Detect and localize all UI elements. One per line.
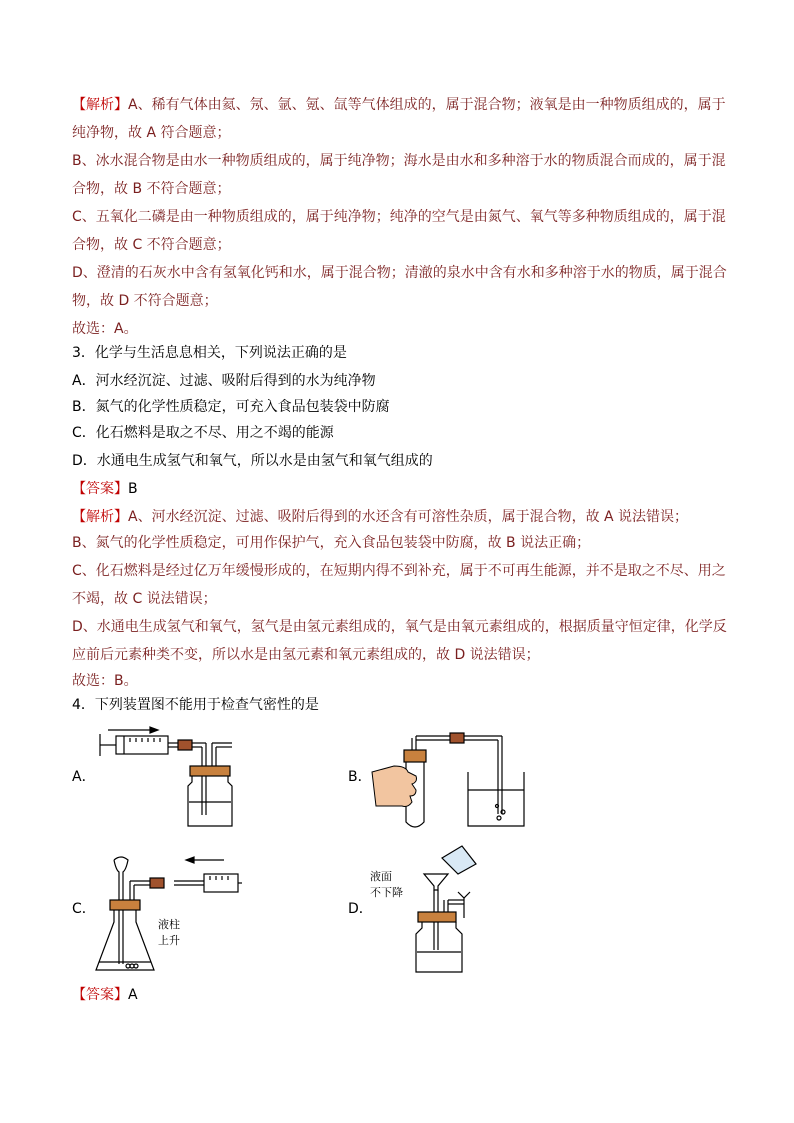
option-d: D．水通电生成氢气和氧气，所以水是由氢气和氧气组成的	[72, 453, 433, 469]
analysis-tag: 【解析】	[72, 509, 128, 525]
analysis-line: C、化石燃料是经过亿万年缓慢形成的，在短期内得不到补充，属于不可再生能源，并不是取之不尽、用之	[72, 563, 726, 579]
c-note-1: 液柱	[158, 918, 180, 931]
analysis-line: 合物，故 B 不符合题意；	[72, 181, 231, 197]
c-note-2: 上升	[158, 934, 180, 947]
question-stem: 3．化学与生活息息相关，下列说法正确的是	[72, 345, 347, 361]
analysis-line: 不竭，故 C 说法错误；	[72, 591, 217, 607]
analysis-line: D、澄清的石灰水中含有氢氧化钙和水，属于混合物；清澈的泉水中含有水和多种溶于水的物质，属于混合	[72, 265, 727, 281]
answer-tag: 【答案】	[72, 987, 128, 1003]
apparatus-d-diagram	[368, 838, 528, 978]
option-a: A．河水经沉淀、过滤、吸附后得到的水为纯净物	[72, 373, 376, 389]
analysis-line: 【解析】A、河水经沉淀、过滤、吸附后得到的水还含有可溶性杂质，属于混合物，故 A 说法错误；	[72, 509, 689, 525]
choice-line: 故选：A。	[72, 321, 138, 337]
analysis-line: 纯净物，故 A 符合题意；	[72, 125, 231, 141]
analysis-line: 合物，故 C 不符合题意；	[72, 237, 231, 253]
answer-tag: 【答案】	[72, 481, 128, 497]
analysis-line: C、五氧化二磷是由一种物质组成的，属于纯净物；纯净的空气是由氮气、氧气等多种物质组成的，属于混	[72, 209, 726, 225]
option-b-label: B．	[348, 769, 372, 785]
answer-value: B	[128, 481, 138, 497]
choice-line: 故选：B。	[72, 673, 138, 689]
apparatus-b-diagram	[372, 722, 532, 834]
option-d-label: D．	[348, 901, 373, 917]
answer-line	[72, 480, 138, 498]
analysis-line: B、冰水混合物是由水一种物质组成的，属于纯净物；海水是由水和多种溶于水的物质混合而成的，属于混	[72, 153, 726, 169]
answer-value: A	[128, 987, 138, 1003]
option-b: B．氮气的化学性质稳定，可充入食品包装袋中防腐	[72, 399, 390, 415]
d-note-1: 液面	[370, 870, 392, 883]
analysis-line: 物，故 D 不符合题意；	[72, 293, 218, 309]
analysis-line: B、氮气的化学性质稳定，可用作保护气，充入食品包装袋中防腐，故 B 说法正确；	[72, 535, 591, 551]
apparatus-a-diagram	[94, 722, 244, 832]
option-c: C．化石燃料是取之不尽、用之不竭的能源	[72, 425, 334, 441]
option-a-label: A．	[72, 769, 96, 785]
hand-icon	[372, 766, 417, 807]
answer-line	[72, 986, 138, 1004]
question-stem: 4．下列装置图不能用于检查气密性的是	[72, 697, 319, 713]
analysis-tag: 【解析】	[72, 97, 128, 113]
option-c-label: C．	[72, 901, 96, 917]
analysis-line: D、水通电生成氢气和氧气，氢气是由氢元素组成的，氧气是由氧元素组成的，根据质量守恒定律，化学反	[72, 619, 727, 635]
analysis-line: 【解析】A、稀有气体由氦、氖、氩、氪、氙等气体组成的，属于混合物；液氧是由一种物质组成的，属于	[72, 97, 726, 113]
apparatus-c-diagram	[94, 852, 244, 976]
analysis-line: 应前后元素种类不变，所以水是由氢元素和氧元素组成的，故 D 说法错误；	[72, 647, 540, 663]
d-note-2: 不下降	[370, 886, 403, 899]
